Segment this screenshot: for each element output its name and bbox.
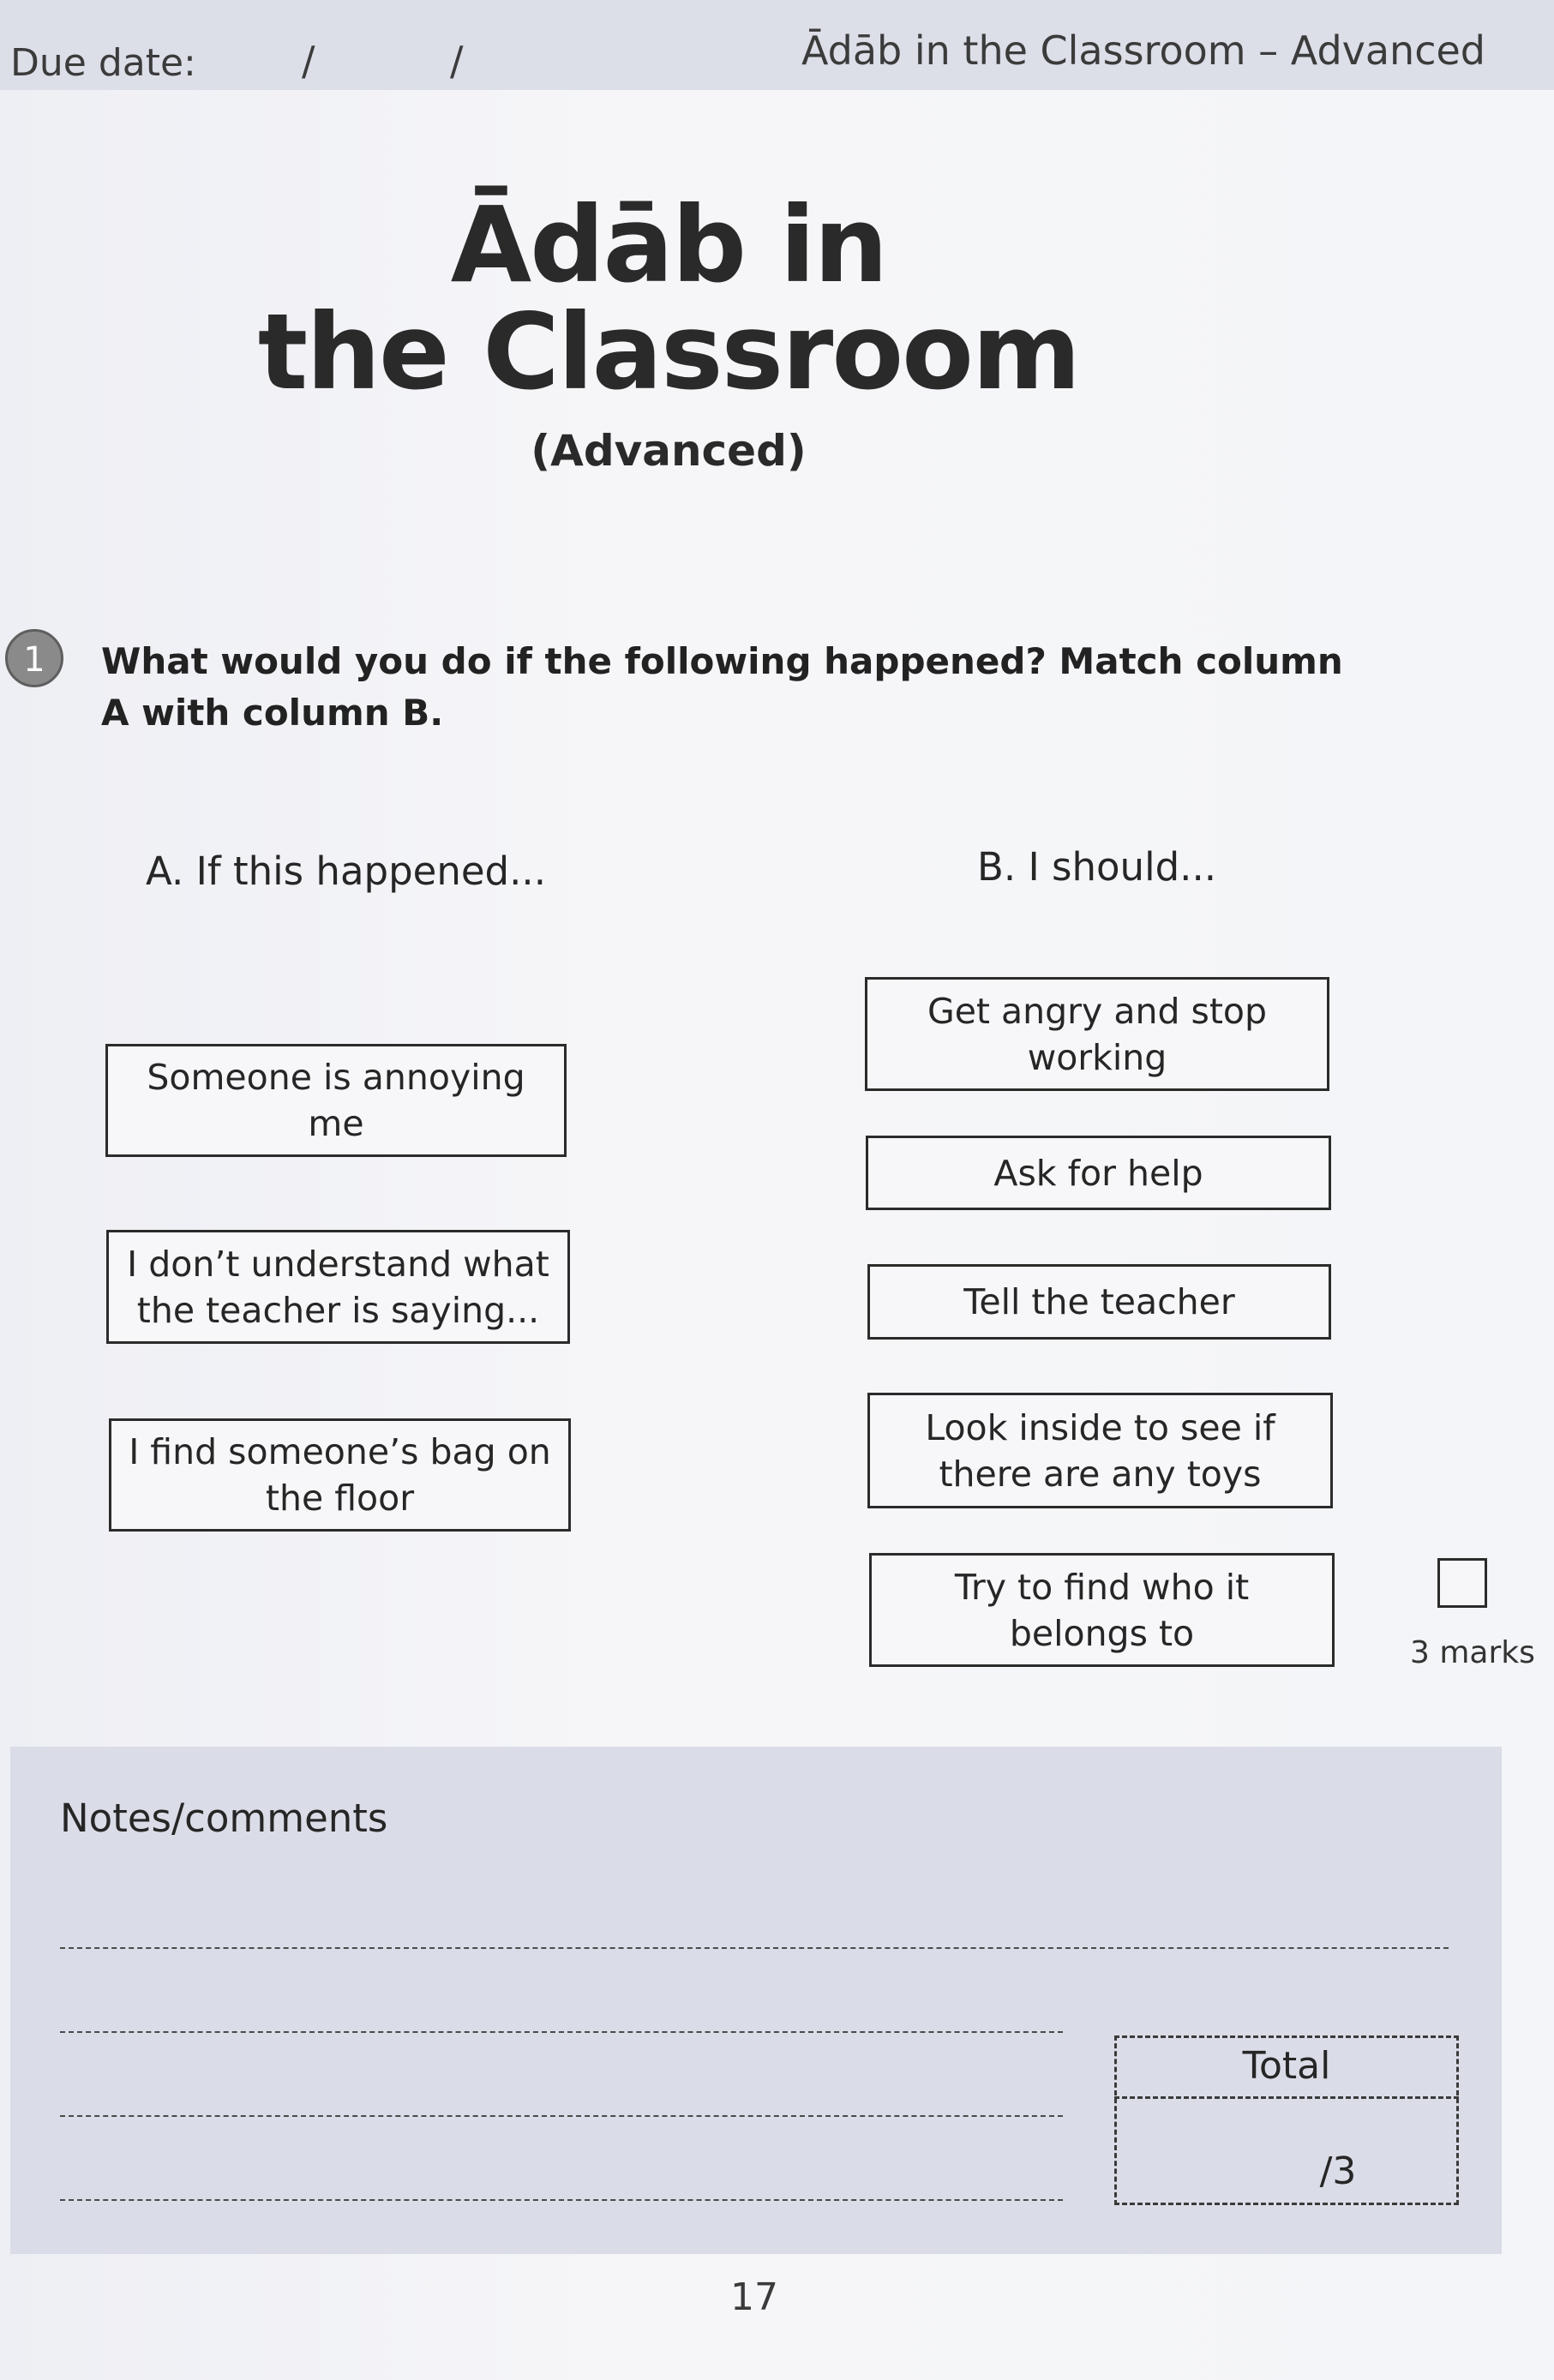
column-b-item-2[interactable]: Ask for help	[866, 1136, 1331, 1210]
question-number-badge: 1	[5, 629, 63, 687]
column-b-item-4[interactable]: Look inside to see if there are any toys	[867, 1393, 1333, 1508]
page-subtitle: (Advanced)	[531, 426, 807, 476]
column-a-item-1[interactable]: Someone is annoying me	[105, 1044, 567, 1157]
column-a-item-2[interactable]: I don’t understand what the teacher is saying...	[106, 1230, 570, 1344]
total-value: /3	[1319, 2149, 1357, 2193]
column-b-item-5[interactable]: Try to find who it belongs to	[869, 1553, 1335, 1667]
due-date-label: Due date:	[10, 41, 196, 85]
page-number: 17	[730, 2275, 778, 2319]
notes-line-4[interactable]	[60, 2199, 1063, 2201]
due-date-slash-1: /	[302, 38, 315, 84]
notes-line-2[interactable]	[60, 2031, 1063, 2033]
column-a-item-3[interactable]: I find someone’s bag on the floor	[109, 1418, 571, 1532]
column-a-heading: A. If this happened...	[146, 848, 547, 894]
due-date-slash-2: /	[450, 38, 464, 84]
total-divider	[1114, 2096, 1459, 2099]
notes-title: Notes/comments	[60, 1795, 388, 1841]
question-text: What would you do if the following happened? Match column A with column B.	[101, 640, 1343, 734]
page-title-line-1: Ādāb in	[450, 184, 887, 306]
notes-line-3[interactable]	[60, 2115, 1063, 2117]
column-b-item-1[interactable]: Get angry and stop working	[865, 977, 1329, 1091]
column-b-item-3[interactable]: Tell the teacher	[867, 1264, 1331, 1340]
running-title: Ādāb in the Classroom – Advanced	[801, 27, 1485, 74]
marks-checkbox[interactable]	[1437, 1558, 1487, 1608]
page-title-line-2: the Classroom	[257, 291, 1080, 413]
total-label: Total	[1242, 2044, 1331, 2088]
column-b-heading: B. I should...	[977, 844, 1217, 890]
notes-line-1[interactable]	[60, 1947, 1449, 1949]
marks-label: 3 marks	[1410, 1635, 1535, 1670]
